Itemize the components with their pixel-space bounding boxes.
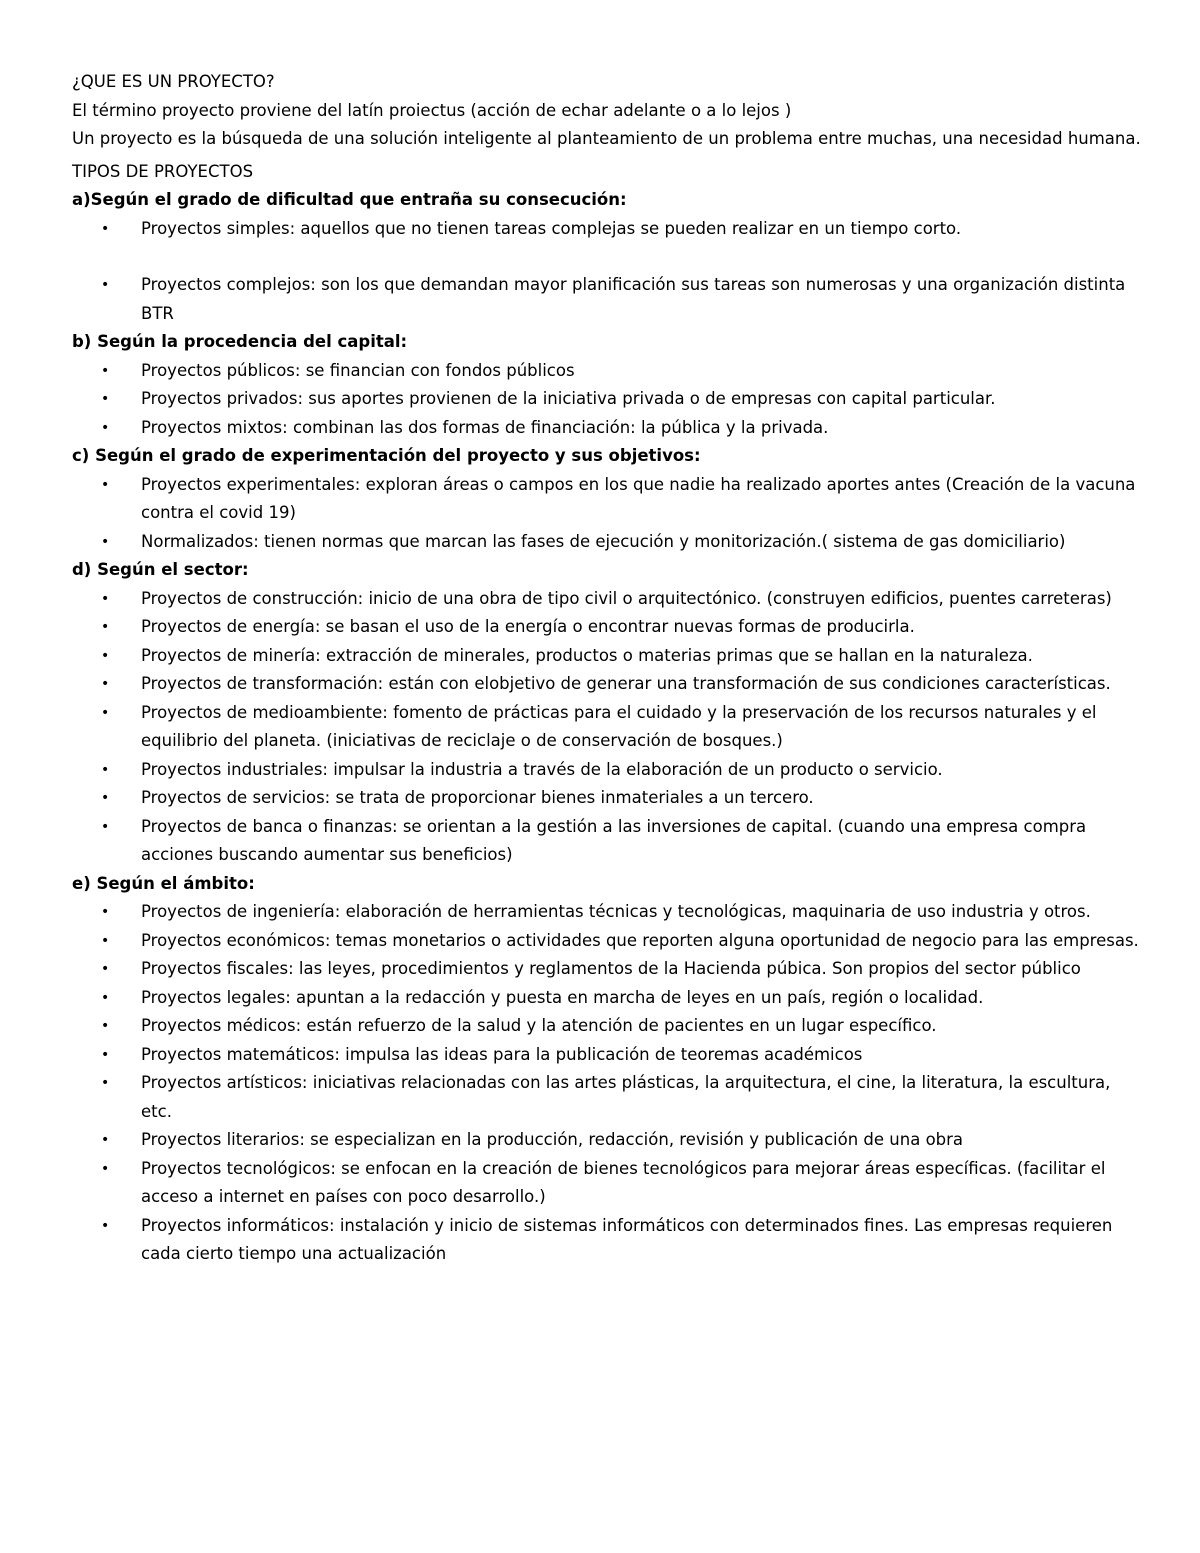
section-list [72, 585, 1142, 870]
list-item-text: Proyectos matemáticos: impulsa las ideas para la publicación de teoremas académicos [141, 1044, 863, 1064]
list-item-text: Proyectos de construcción: inicio de una obra de tipo civil o arquitectónico. (construyen edificios, puentes carreteras) [141, 588, 1112, 608]
section-heading: e) Según el ámbito: [72, 873, 255, 893]
section-list [72, 898, 1142, 1269]
section-heading: b) Según la procedencia del capital: [72, 332, 408, 351]
bullet-icon: • [101, 1132, 110, 1148]
list-item [72, 1155, 1142, 1212]
list-item [72, 414, 1142, 443]
bullet-icon: • [101, 989, 110, 1006]
bullet-icon: • [101, 419, 110, 436]
bullet-icon: • [101, 590, 110, 607]
bullet-icon: • [101, 277, 110, 293]
bullet-icon: • [101, 676, 110, 692]
list-item-text: Proyectos económicos: temas monetarios o actividades que reporten alguna oportunidad de negocio para las empresas. [141, 930, 1139, 950]
bullet-icon: • [101, 1075, 110, 1091]
list-item [72, 471, 1142, 528]
list-item [72, 927, 1142, 956]
list-item-text: Proyectos tecnológicos: se enfocan en la creación de bienes tecnológicos para mejorar áreas específicas. (facilitar el acceso a internet en países con poco desarrollo.) [141, 1158, 1106, 1206]
bullet-icon: • [101, 761, 110, 778]
list-item-text: Proyectos industriales: impulsar la industria a través de la elaboración de un producto o servicio. [141, 759, 943, 779]
list-item-text: Proyectos literarios: se especializan en la producción, redacción, revisión y publicación de una obra [141, 1130, 964, 1149]
bullet-icon: • [101, 647, 110, 664]
bullet-icon: • [101, 391, 110, 407]
list-item-text: Proyectos de ingeniería: elaboración de herramientas técnicas y tecnológicas, maquinaria de uso industria y otros. [141, 902, 1091, 921]
list-item [72, 357, 1142, 386]
list-item [72, 271, 1142, 328]
list-item-text: Proyectos artísticos: iniciativas relacionadas con las artes plásticas, la arquitectura, el cine, la literatura, la escultura, etc. [141, 1073, 1111, 1121]
list-item-text: Proyectos informáticos: instalación y inicio de sistemas informáticos con determinados fines. Las empresas requieren cada cierto tiempo una actualización [141, 1215, 1113, 1263]
section-list [72, 215, 1142, 329]
bullet-icon: • [101, 533, 110, 550]
list-item [72, 955, 1142, 984]
list-item [72, 613, 1142, 642]
bullet-icon: • [101, 476, 110, 493]
blank-line [72, 243, 1142, 271]
sections-container [72, 186, 1142, 1269]
section-heading: d) Según el sector: [72, 560, 249, 579]
list-item-text: Proyectos de energía: se basan el uso de la energía o encontrar nuevas formas de producirla. [141, 617, 915, 636]
bullet-icon: • [101, 1160, 110, 1177]
list-item-text: Proyectos de minería: extracción de minerales, productos o materias primas que se hallan en la naturaleza. [141, 645, 1033, 665]
list-item [72, 1041, 1142, 1070]
list-item-text: Proyectos de banca o finanzas: se orientan a la gestión a las inversiones de capital. (cuando una empresa compra acciones buscando aumentar sus beneficios) [141, 816, 1087, 864]
list-item-text: Proyectos privados: sus aportes provienen de la iniciativa privada o de empresas con capital particular. [141, 389, 996, 408]
section-list [72, 357, 1142, 443]
bullet-icon: • [101, 1018, 110, 1034]
document-page [72, 68, 1142, 1269]
bullet-icon: • [101, 704, 110, 721]
list-item [72, 898, 1142, 927]
list-item [72, 756, 1142, 785]
bullet-icon: • [101, 619, 110, 635]
bullet-icon: • [101, 818, 110, 835]
list-item [72, 1212, 1142, 1269]
list-item [72, 1012, 1142, 1041]
list-item-text: Proyectos simples: aquellos que no tienen tareas complejas se pueden realizar en un tiempo corto. [141, 218, 962, 238]
types-heading: TIPOS DE PROYECTOS [72, 161, 254, 181]
bullet-icon: • [101, 362, 110, 379]
list-item [72, 385, 1142, 414]
bullet-icon: • [101, 961, 110, 977]
list-item [72, 1069, 1142, 1126]
section-heading: c) Según el grado de experimentación del proyecto y sus objetivos: [72, 446, 701, 465]
document-title: ¿QUE ES UN PROYECTO? [72, 72, 275, 91]
list-item [72, 699, 1142, 756]
list-item [72, 585, 1142, 614]
intro-paragraph-origin: El término proyecto proviene del latín proiectus (acción de echar adelante o a lo lejos ) [72, 100, 792, 120]
intro-paragraph-definition: Un proyecto es la búsqueda de una solución inteligente al planteamiento de un problema entre muchas, una necesidad humana. [72, 129, 1141, 148]
section-list [72, 471, 1142, 557]
bullet-icon: • [101, 932, 110, 949]
bullet-icon: • [101, 790, 110, 806]
list-item [72, 215, 1142, 244]
bullet-icon: • [101, 1046, 110, 1063]
list-item-text: Normalizados: tienen normas que marcan las fases de ejecución y monitorización.( sistema de gas domiciliario) [141, 531, 1066, 551]
bullet-icon: • [101, 1217, 110, 1234]
list-item-text: Proyectos mixtos: combinan las dos formas de financiación: la pública y la privada. [141, 417, 829, 437]
list-item [72, 784, 1142, 813]
list-item [72, 670, 1142, 699]
list-item-text: Proyectos fiscales: las leyes, procedimientos y reglamentos de la Hacienda púbica. Son propios del sector público [141, 959, 1081, 978]
list-item-text: Proyectos de servicios: se trata de proporcionar bienes inmateriales a un tercero. [141, 788, 814, 807]
list-item [72, 1126, 1142, 1155]
list-item [72, 528, 1142, 557]
list-item [72, 984, 1142, 1013]
bullet-icon: • [101, 904, 110, 920]
list-item-text: Proyectos públicos: se financian con fondos públicos [141, 360, 575, 380]
list-item-text: Proyectos de medioambiente: fomento de prácticas para el cuidado y la preservación de los recursos naturales y el equilibrio del planeta. (iniciativas de reciclaje o de conservación de bosques.) [141, 702, 1097, 750]
list-item [72, 813, 1142, 870]
list-item [72, 642, 1142, 671]
list-item-text: Proyectos de transformación: están con elobjetivo de generar una transformación de sus condiciones características. [141, 674, 1111, 693]
list-item-text: Proyectos experimentales: exploran áreas o campos en los que nadie ha realizado aportes antes (Creación de la vacuna contra el covid 19) [141, 474, 1136, 522]
section-heading: a)Según el grado de dificultad que entraña su consecución: [72, 190, 627, 209]
list-item-text: Proyectos médicos: están refuerzo de la salud y la atención de pacientes en un lugar específico. [141, 1016, 937, 1035]
list-item-text: Proyectos legales: apuntan a la redacción y puesta en marcha de leyes en un país, región o localidad. [141, 987, 984, 1007]
list-item-text: Proyectos complejos: son los que demandan mayor planificación sus tareas son numerosas y una organización distinta BTR [141, 275, 1126, 323]
bullet-icon: • [101, 220, 110, 237]
